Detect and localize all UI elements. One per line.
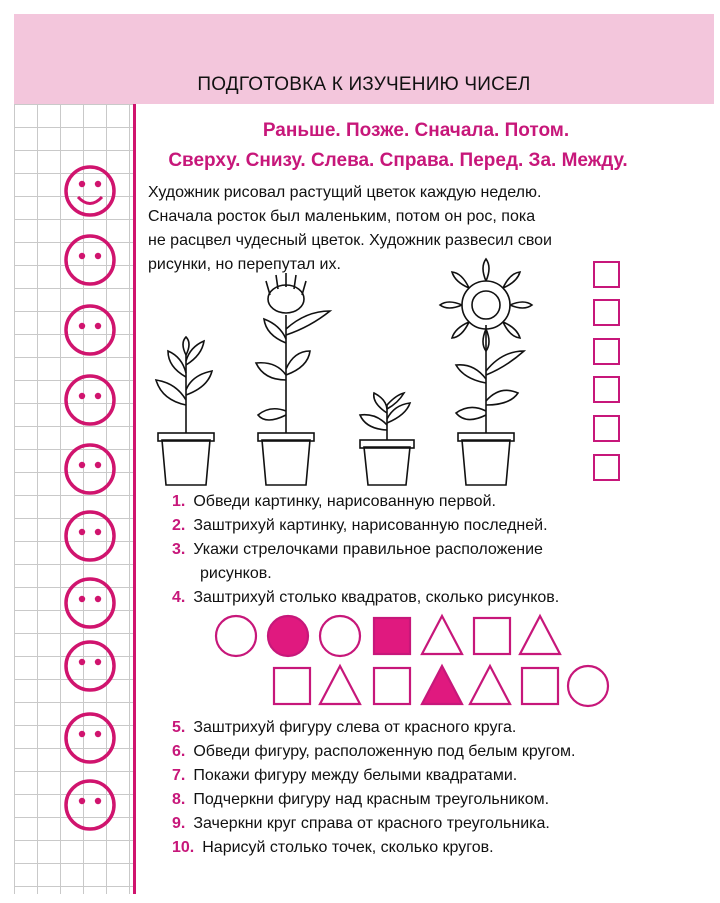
task-item [172, 767, 517, 785]
answer-box[interactable] [593, 261, 620, 288]
story-text-line: Сначала росток был маленьким, потом он рос, пока [148, 208, 536, 225]
task-item [172, 589, 559, 607]
flower-pictures [140, 255, 590, 495]
task-text-continuation: рисунков. [200, 565, 272, 582]
white-triangle-shape[interactable] [422, 616, 462, 654]
task-number: 5. [172, 719, 186, 736]
task-text: Подчеркни фигуру над красным треугольником. [193, 791, 550, 808]
task-text: Обведи картинку, нарисованную первой. [193, 493, 496, 510]
answer-box[interactable] [593, 299, 620, 326]
white-square-shape[interactable] [522, 668, 558, 704]
red-triangle-shape[interactable] [422, 666, 462, 704]
story-text-line: Художник рисовал растущий цветок каждую неделю. [148, 184, 542, 201]
task-number: 2. [172, 517, 186, 534]
task-item [172, 743, 575, 761]
task-text: Зачеркни круг справа от красного треугольника. [193, 815, 550, 832]
white-triangle-shape[interactable] [320, 666, 360, 704]
task-item [172, 493, 496, 511]
answer-box[interactable] [593, 415, 620, 442]
task-item [172, 541, 543, 559]
sprout-picture[interactable] [360, 393, 414, 485]
story-text-line: не расцвел чудесный цветок. Художник развесил свои [148, 232, 552, 249]
subtitle-time-words: Раньше. Позже. Сначала. Потом. [262, 120, 570, 141]
header-band [14, 14, 714, 104]
task-number: 9. [172, 815, 186, 832]
answer-box[interactable] [593, 454, 620, 481]
white-square-shape[interactable] [274, 668, 310, 704]
task-number: 10. [172, 839, 195, 856]
task-number: 6. [172, 743, 186, 760]
white-square-shape[interactable] [474, 618, 510, 654]
task-item [172, 719, 516, 737]
task-item [172, 815, 550, 833]
budding-plant-picture[interactable] [256, 273, 330, 485]
story-text-line: рисунки, но перепутал их. [148, 256, 341, 273]
task-text: Обведи фигуру, расположенную под белым кругом. [193, 743, 576, 760]
task-number: 3. [172, 541, 186, 558]
task-text: Нарисуй столько точек, сколько кругов. [202, 839, 494, 856]
task-number: 1. [172, 493, 186, 510]
blooming-sunflower-picture[interactable] [440, 259, 532, 485]
answer-box[interactable] [593, 338, 620, 365]
answer-box[interactable] [593, 376, 620, 403]
task-text: Покажи фигуру между белыми квадратами. [193, 767, 518, 784]
white-circle-shape[interactable] [568, 666, 608, 706]
white-triangle-shape[interactable] [520, 616, 560, 654]
page-title: ПОДГОТОВКА К ИЗУЧЕНИЮ ЧИСЕЛ [197, 74, 531, 95]
white-circle-shape[interactable] [320, 616, 360, 656]
task-number: 4. [172, 589, 186, 606]
white-circle-shape[interactable] [216, 616, 256, 656]
task-item [172, 517, 548, 535]
red-circle-shape[interactable] [268, 616, 308, 656]
task-text: Укажи стрелочками правильное расположение [193, 541, 543, 558]
task-number: 8. [172, 791, 186, 808]
red-square-shape[interactable] [374, 618, 410, 654]
task-item [172, 839, 494, 857]
subtitle-position-words: Сверху. Снизу. Слева. Справа. Перед. За. Между. [168, 150, 628, 171]
margin-divider-line [133, 104, 136, 894]
task-item [172, 791, 549, 809]
task-text: Заштрихуй столько квадратов, сколько рисунков. [193, 589, 560, 606]
task-number: 7. [172, 767, 186, 784]
white-square-shape[interactable] [374, 668, 410, 704]
grid-margin [14, 104, 134, 894]
task-text: Заштрихуй фигуру слева от красного круга. [193, 719, 517, 736]
small-plant-picture[interactable] [156, 337, 214, 485]
task-text: Заштрихуй картинку, нарисованную последней. [193, 517, 548, 534]
white-triangle-shape[interactable] [470, 666, 510, 704]
shapes-rows [210, 610, 620, 715]
